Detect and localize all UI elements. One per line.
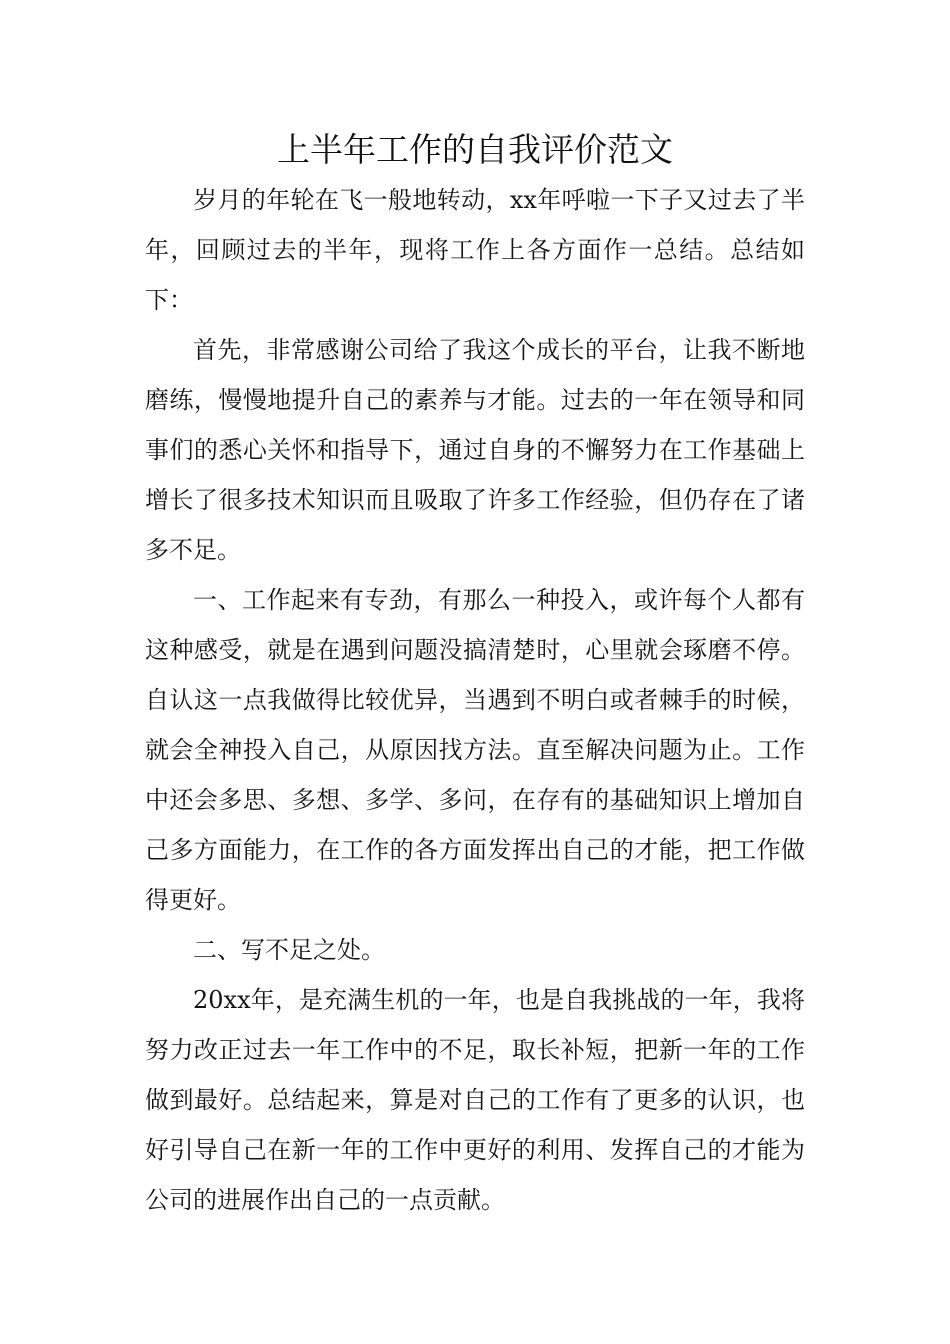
paragraph-thanks: 首先，非常感谢公司给了我这个成长的平台，让我不断地磨练，慢慢地提升自己的素养与才能。过去的一年在领导和同事们的悉心关怀和指导下，通过自身的不懈努力在工作基础上增长了很多技术知识而且吸取了许多工作经验，但仍存在了诸多不足。: [145, 336, 805, 564]
document-title: 上半年工作的自我评价范文: [277, 130, 673, 169]
paragraph-outlook: 20xx年，是充满生机的一年，也是自我挑战的一年，我将努力改正过去一年工作中的不足，取长补短，把新一年的工作做到最好。总结起来，算是对自己的工作有了更多的认识，也好引导自己在新一年的工作中更好的利用、发挥自己的才能为公司的进展作出自己的一点贡献。: [145, 986, 805, 1214]
document-body: [145, 175, 805, 1225]
paragraph-point-two: 二、写不足之处。: [193, 936, 385, 964]
paragraph-point-one: 一、工作起来有专劲，有那么一种投入，或许每个人都有这种感受，就是在遇到问题没搞清楚时，心里就会琢磨不停。自认这一点我做得比较优异，当遇到不明白或者棘手的时候，就会全神投入自己，从原因找方法。直至解决问题为止。工作中还会多思、多想、多学、多问，在存有的基础知识上增加自己多方面能力，在工作的各方面发挥出自己的才能，把工作做得更好。: [145, 586, 805, 914]
paragraph-intro: 岁月的年轮在飞一般地转动，xx年呼啦一下子又过去了半年，回顾过去的半年，现将工作上各方面作一总结。总结如下：: [145, 186, 805, 314]
